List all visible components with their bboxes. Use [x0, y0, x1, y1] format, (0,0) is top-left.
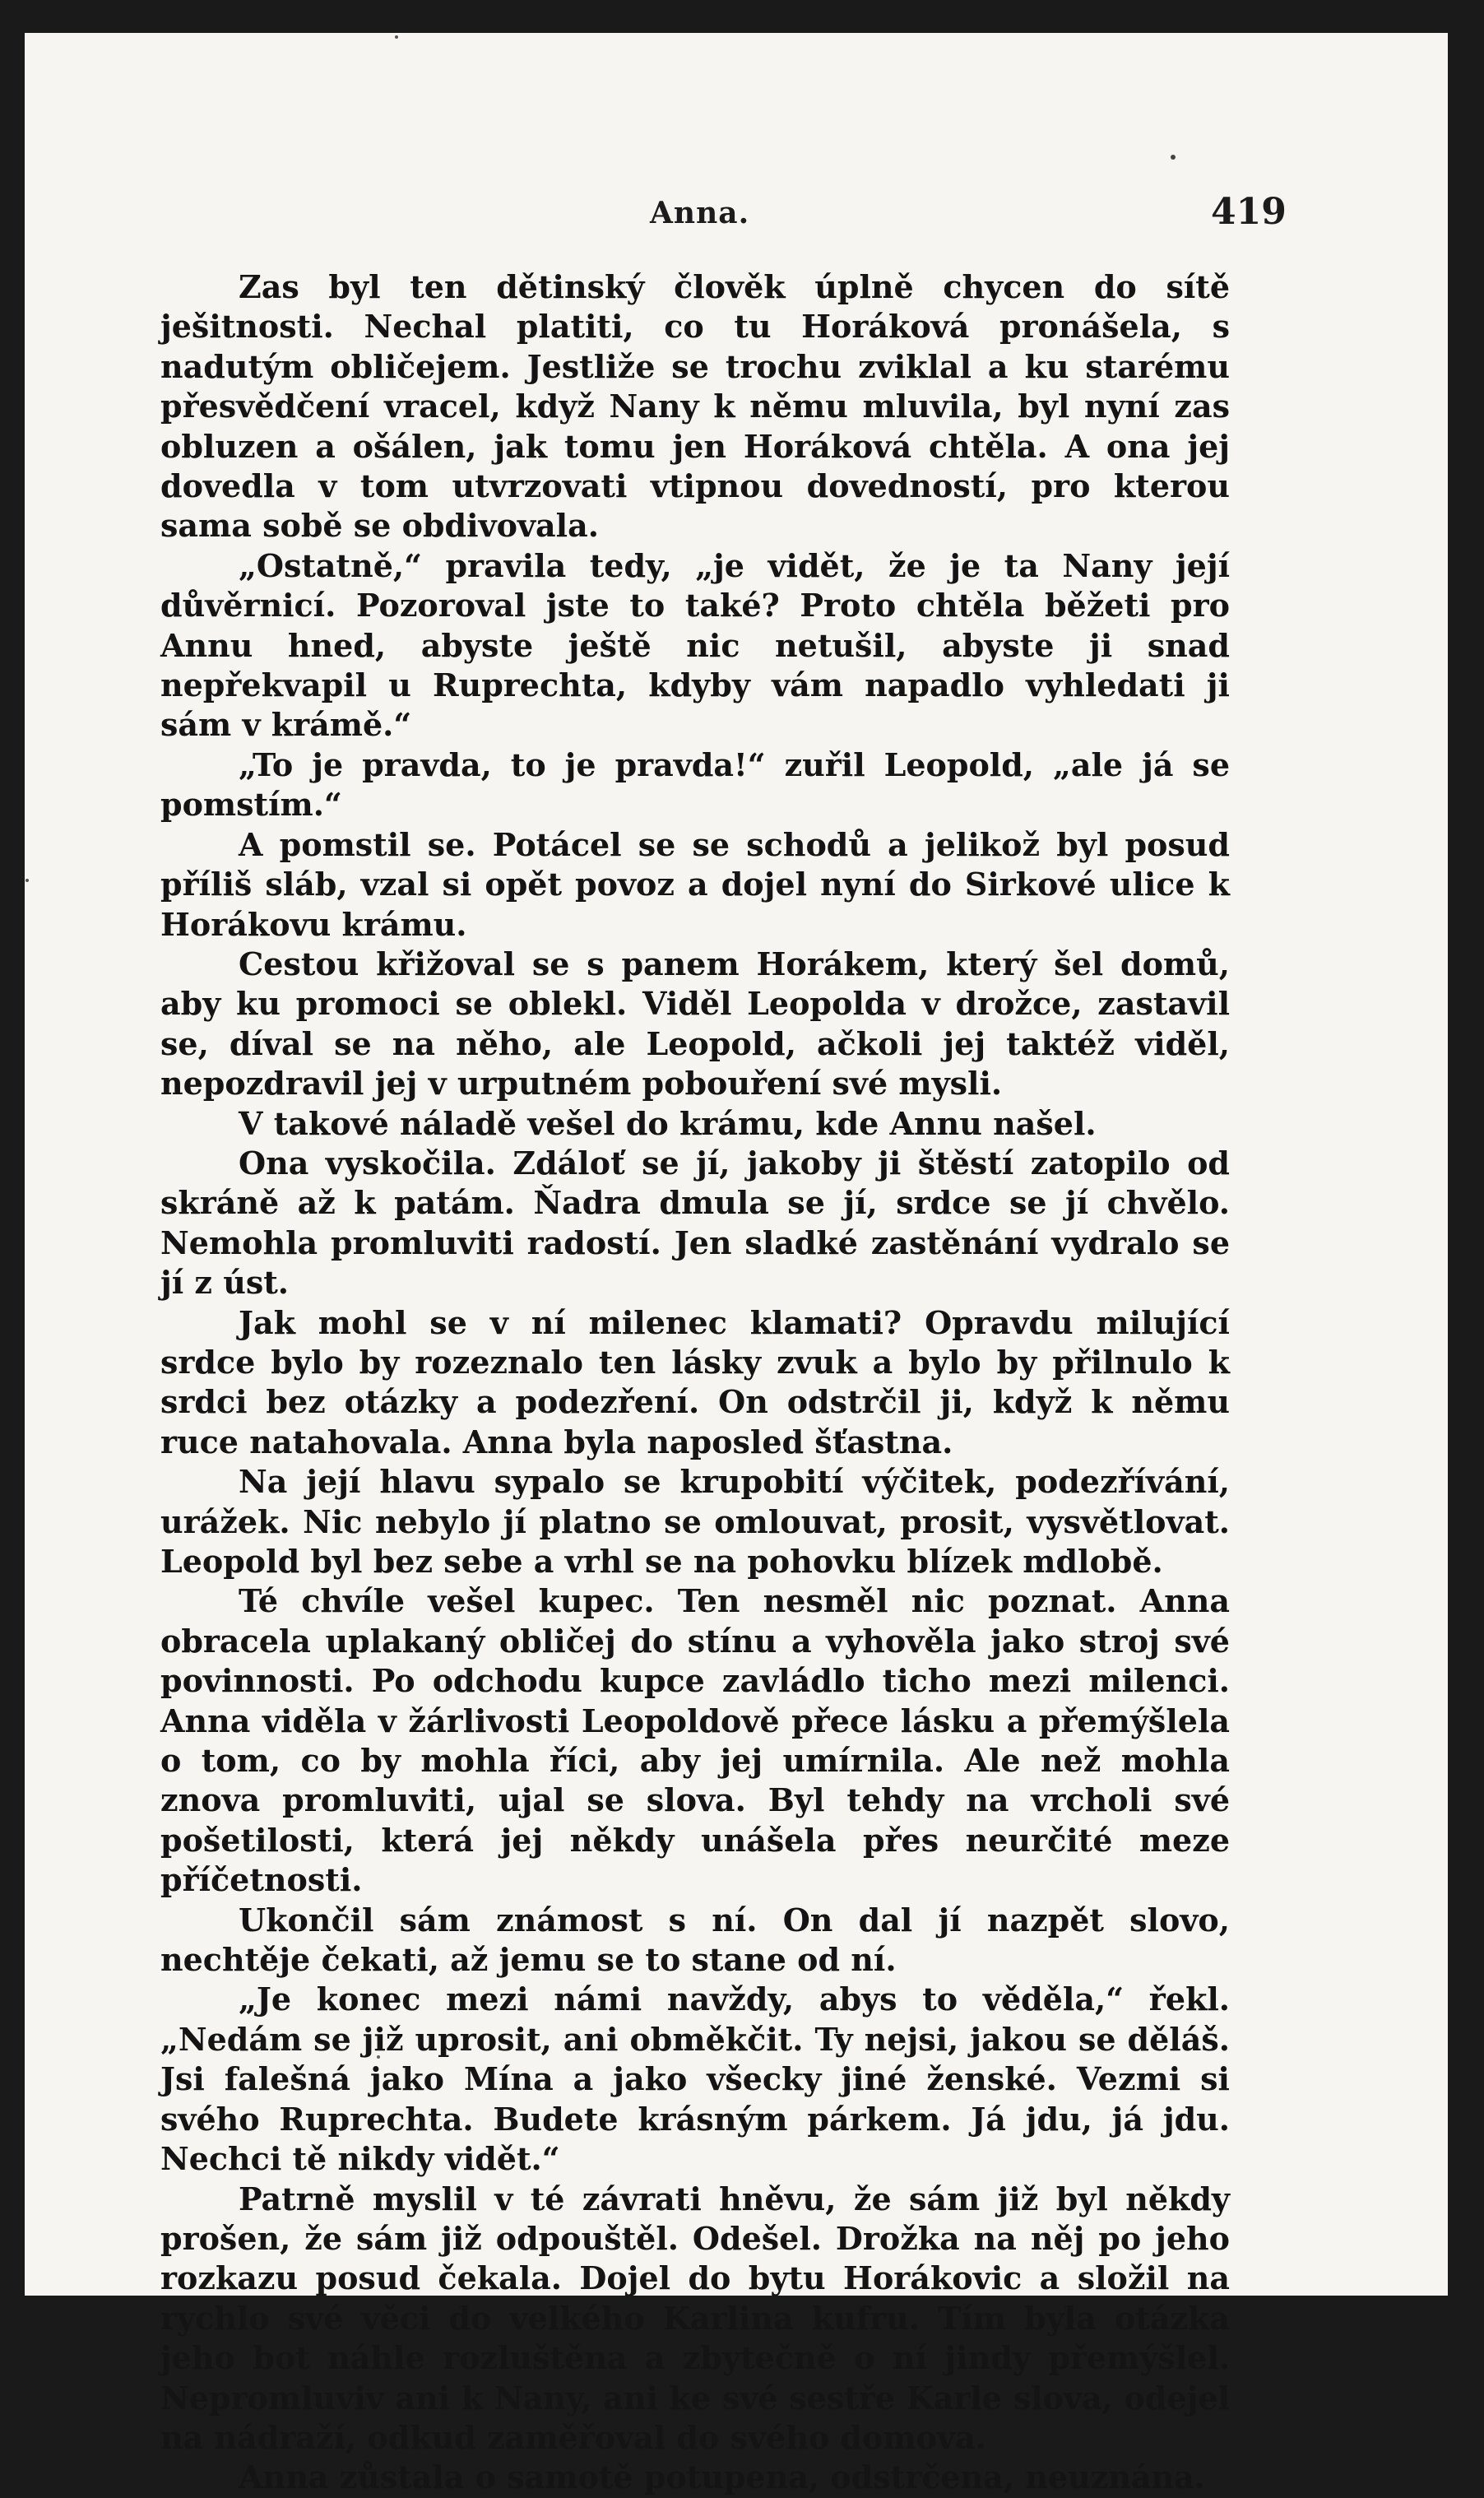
running-title: Anna.: [650, 196, 750, 230]
paragraph: Ona vyskočila. Zdáloť se jí, jakoby ji štěstí zatopilo od skráně až k patám. Ňadra dmula se jí, srdce se jí chvělo. Nemohla promluviti radostí. Jen sladké zastěnání vydralo se jí z úst.: [160, 1144, 1230, 1302]
page-header: [25, 188, 1448, 245]
paragraph: Cestou křižoval se s panem Horákem, který šel domů, aby ku promoci se oblekl. Viděl Leopolda v drožce, zastavil se, díval se na něho, ale Leopold, ačkoli jej taktéž viděl, nepozdravil jej v urputném pobouření své mysli.: [160, 945, 1230, 1103]
paragraph: „To je pravda, to je pravda!“ zuřil Leopold, „ale já se pomstím.“: [160, 745, 1230, 824]
paragraph: Jak mohl se v ní milenec klamati? Opravdu milující srdce bylo by rozeznalo ten lásky zvuk a bylo by přilnulo k srdci bez otázky a podezření. On odstrčil ji, když k němu ruce natahovala. Anna byla naposled šťastna.: [160, 1303, 1230, 1460]
paragraph: Anna zůstala o samotě potupena, odstrčena, neuznána.: [239, 2459, 1205, 2496]
paragraph: Patrně myslil v té závrati hněvu, že sám již byl někdy prošen, že sám již odpouštěl. Odešel. Drožka na něj po jeho rozkazu posud čekala. Dojel do bytu Horákovic a složil na rychlo své věci do velkého Karlina kufru. Tím byla otázka jeho bot náhle rozluštěna a zbytečně o ní jindy přemýšlel. Nepromluviv ani k Nany, ani ke své sestře Karle slova, odejel na nádraží, odkud zaměřoval do svého domova.: [160, 2180, 1230, 2456]
paragraph: Ukončil sám známost s ní. On dal jí nazpět slovo, nechtěje čekati, až jemu se to stane od ní.: [160, 1901, 1230, 1979]
paragraph: „Ostatně,“ pravila tedy, „je vidět, že je ta Nany její důvěrnicí. Pozoroval jste to také? Proto chtěla běžeti pro Annu hned, abyste ještě nic netušil, abyste ji snad nepřekvapil u Ruprechta, kdyby vám napadlo vyhledati ji sám v krámě.“: [160, 546, 1230, 744]
book-page: [25, 33, 1448, 2496]
paragraph: Zas byl ten dětinský člověk úplně chycen do sítě ješitnosti. Nechal platiti, co tu Horáková pronášela, s nadutým obličejem. Jestliže se trochu zviklal a ku starému přesvědčení vracel, když Nany k němu mluvila, byl nyní zas obluzen a ošálen, jak tomu jen Horáková chtěla. A ona jej dovedla v tom utvrzovati vtipnou dovedností, pro kterou sama sobě se obdivovala.: [160, 268, 1230, 545]
paragraph: „Je konec mezi námi navždy, abys to věděla,“ řekl. „Nedám se již uprosit, ani obměkčit. Ty nejsi, jakou se děláš. Jsi falešná jako Mína a jako všecky jiné ženské. Vezmi si svého Ruprechta. Budete krásným párkem. Já jdu, já jdu. Nechci tě nikdy vidět.“: [160, 1980, 1230, 2178]
body-text: [160, 267, 1230, 2498]
paragraph: Na její hlavu sypalo se krupobití výčitek, podezřívání, urážek. Nic nebylo jí platno se omlouvat, prosit, vysvětlovat. Leopold byl bez sebe a vrhl se na pohovku blízek mdlobě.: [160, 1463, 1230, 1580]
paragraph: V takové náladě vešel do krámu, kde Annu našel.: [239, 1104, 1097, 1142]
paragraph: A pomstil se. Potácel se se schodů a jelikož byl posud příliš sláb, vzal si opět povoz a dojel nyní do Sirkové ulice k Horákovu krámu.: [160, 825, 1230, 943]
page-number: 419: [1211, 191, 1287, 233]
paragraph: Té chvíle vešel kupec. Ten nesměl nic poznat. Anna obracela uplakaný obličej do stínu a vyhověla jako stroj své povinnosti. Po odchodu kupce zavládlo ticho mezi milenci. Anna viděla v žárlivosti Leopoldově přece lásku a přemýšlela o tom, co by mohla říci, aby jej umírnila. Ale než mohla znova promluviti, ujal se slova. Byl tehdy na vrcholi své pošetilosti, která jej někdy unášela přes neurčité meze příčetnosti.: [160, 1582, 1230, 1899]
